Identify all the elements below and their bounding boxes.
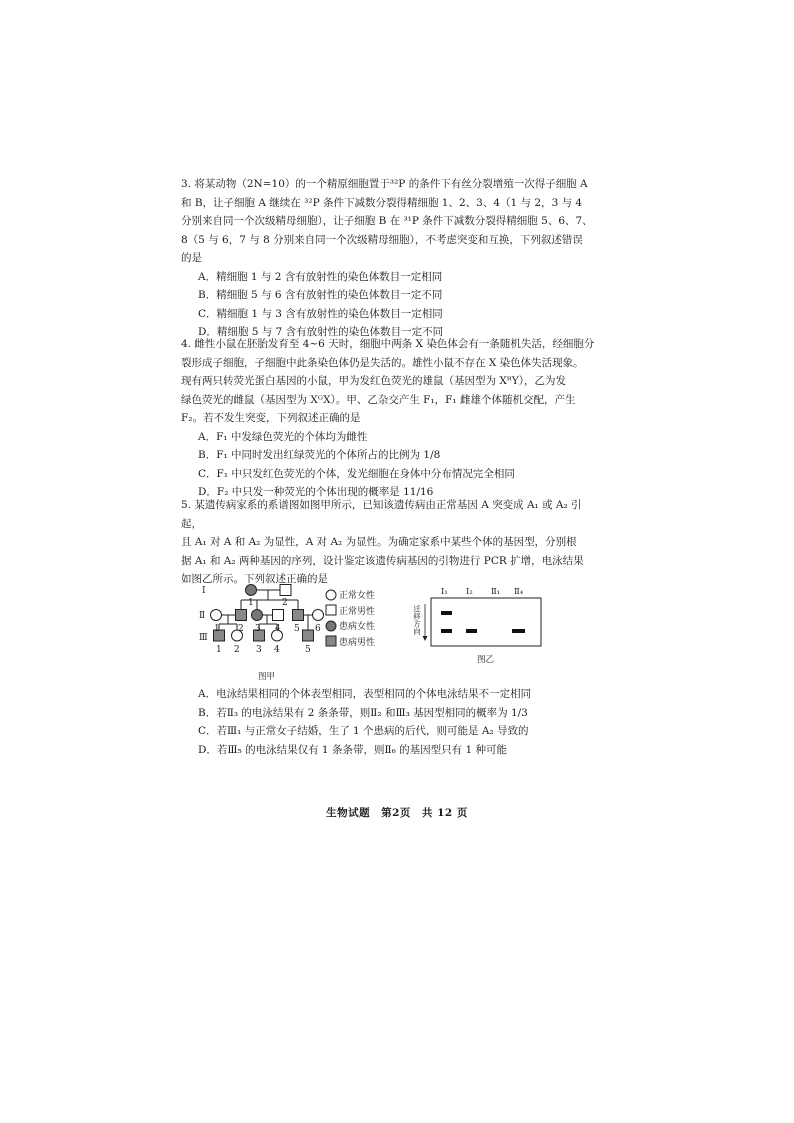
gen2-normal-female-6 [313, 610, 324, 621]
legend-normal-male-icon [326, 605, 336, 615]
question-5 [181, 496, 601, 589]
q3-stem-line: 8（5 与 6，7 与 8 分别来自同一个次级精母细胞），不考虑突变和互换，下列叙述错误 [181, 233, 583, 246]
gen2-normal-female-1 [211, 610, 222, 621]
arrow-down-icon [423, 636, 428, 641]
question-3 [181, 175, 601, 342]
migration-direction-label: 迁移方向 [412, 605, 422, 635]
gen1-normal-male-2 [280, 585, 291, 596]
lane-label-4: Ⅱ₄ [514, 587, 524, 597]
q3-stem-line: 3. 将某动物（2N=10）的一个精原细胞置于³²P 的条件下有丝分裂增殖一次得子细胞 A [181, 178, 588, 190]
gen-label-2: Ⅱ [199, 611, 206, 621]
gen2-affected-male-5 [293, 610, 304, 621]
legend-affected-male: 患病男性 [339, 638, 376, 648]
gen3-num-4: 4 [274, 645, 280, 655]
q5-option-d: D．若Ⅲ₅ 的电泳结果仅有 1 条条带，则Ⅱ₆ 的基因型只有 1 种可能 [198, 743, 507, 756]
page-footer: 生物试题 第2页 共 12 页 [326, 807, 468, 819]
q4-option-d: D．F₂ 中只发一种荧光的个体出现的概率是 11/16 [198, 486, 434, 498]
gen2-normal-male-4 [273, 610, 284, 621]
legend-labels [339, 589, 375, 648]
legend-affected-female: 患病女性 [339, 622, 376, 632]
gen-label-1: Ⅰ [202, 586, 206, 596]
q3-option-a: A．精细胞 1 与 2 含有放射性的染色体数目一定相同 [198, 270, 443, 283]
gen3-affected-male-5 [303, 630, 314, 641]
gen2-affected-male-2 [236, 610, 247, 621]
q3-stem-line: 分别来自同一个次级精母细胞），让子细胞 B 在 ³¹P 条件下减数分裂得精细胞 5、6、7、 [181, 215, 593, 227]
legend-normal-male: 正常男性 [339, 607, 376, 617]
q4-stem-line: 绿色荧光的雌鼠（基因型为 XᴳX）。甲、乙杂交产生 F₁，F₁ 雌雄个体随机交配，产生 [181, 393, 576, 406]
lane-label-2: Ⅰ₂ [466, 587, 473, 597]
q5-stem-line: 且 A₁ 对 A 和 A₂ 为显性，A 对 A₂ 为显性。为确定家系中某些个体的基因型，分别根 [181, 536, 577, 548]
electrophoresis-figure-b [412, 587, 541, 665]
band-lane1-upper [441, 611, 452, 615]
q3-option-b: B．精细胞 5 与 6 含有放射性的染色体数目一定不同 [198, 289, 443, 301]
gen2-num-6: 6 [315, 624, 321, 634]
gen2-num-3: 3 [255, 624, 261, 634]
gen-label-3: Ⅲ [199, 633, 208, 643]
band-lane2-lower [466, 629, 477, 633]
q4-option-b: B．F₁ 中同时发出红绿荧光的个体所占的比例为 1/8 [198, 449, 441, 461]
legend-affected-male-icon [326, 636, 336, 646]
pedigree-legend [326, 590, 336, 646]
figure-a-caption: 图甲 [258, 672, 276, 682]
gen2-num-2: 2 [238, 624, 244, 634]
q4-stem-line: F₂。若不发生突变，下列叙述正确的是 [181, 412, 361, 424]
q4-stem-line: 裂形成子细胞，子细胞中此条染色体仍是失活的。雄性小鼠不存在 X 染色体失活现象。 [181, 356, 584, 369]
gel-box [431, 598, 541, 646]
q4-stem-line: 现有两只转荧光蛋白基因的小鼠，甲为发红色荧光的雄鼠（基因型为 XᴿY），乙为发 [181, 375, 566, 387]
band-lane1-lower [441, 629, 452, 633]
legend-normal-female: 正常女性 [339, 591, 376, 601]
gen2-num-1: 1 [214, 624, 220, 634]
gen2-num-4: 4 [275, 624, 281, 634]
legend-affected-female-icon [326, 621, 336, 631]
gen1-affected-female-1 [246, 585, 257, 596]
q5-stem-line: 据 A₁ 和 A₂ 两种基因的序列，设计鉴定该遗传病基因的引物进行 PCR 扩增，电泳结果 [181, 554, 584, 567]
gen1-num-1: 1 [248, 598, 254, 608]
q4-option-a: A．F₁ 中发绿色荧光的个体均为雌性 [198, 430, 368, 443]
lane-label-1: Ⅰ₁ [441, 587, 448, 597]
gen2-affected-female-3 [252, 610, 263, 621]
pedigree-figure-a [211, 585, 324, 642]
gen3-num-1: 1 [216, 645, 222, 655]
q3-option-d: D．精细胞 5 与 7 含有放射性的染色体数目一定不同 [198, 326, 444, 338]
q5-stem-line: 如图乙所示。下列叙述正确的是 [181, 573, 328, 585]
band-lane4-lower [512, 629, 525, 633]
lane-label-3: Ⅱ₁ [491, 587, 501, 597]
q5-option-c: C．若Ⅲ₁ 与正常女子结婚，生了 1 个患病的后代，则可能是 A₂ 导致的 [198, 725, 529, 737]
question-4 [181, 335, 601, 502]
q4-stem-line: 4. 雌性小鼠在胚胎发育至 4~6 天时，细胞中两条 X 染色体会有一条随机失活，经细胞分 [181, 338, 595, 350]
q5-stem-line: 5. 某遗传病家系的系谱图如图甲所示，已知该遗传病由正常基因 A 突变成 A₁ 或 A₂ 引起， [181, 499, 582, 530]
figures [196, 578, 596, 688]
q4-option-c: C．F₁ 中只发红色荧光的个体，发光细胞在身体中分布情况完全相同 [198, 467, 515, 480]
q3-stem-line: 的是 [181, 252, 202, 264]
gen1-num-2: 2 [282, 598, 288, 608]
q3-stem-line: 和 B，让子细胞 A 继续在 ³²P 条件下减数分裂得精细胞 1、2、3、4（1 与 2，3 与 4 [181, 196, 583, 209]
gen3-num-5: 5 [305, 645, 311, 655]
q3-option-c: C．精细胞 1 与 3 含有放射性的染色体数目一定相同 [198, 307, 443, 320]
q5-option-a: A．电泳结果相同的个体表型相同，表型相同的个体电泳结果不一定相同 [198, 688, 532, 700]
question-5-options [181, 685, 601, 759]
q5-option-b: B．若Ⅱ₃ 的电泳结果有 2 条条带，则Ⅱ₂ 和Ⅲ₃ 基因型相同的概率为 1/3 [198, 706, 528, 719]
gen2-num-5: 5 [294, 624, 300, 634]
gen3-num-2: 2 [234, 645, 240, 655]
figure-b-caption: 图乙 [477, 655, 495, 665]
legend-normal-female-icon [326, 590, 336, 600]
gen3-num-3: 3 [256, 645, 262, 655]
